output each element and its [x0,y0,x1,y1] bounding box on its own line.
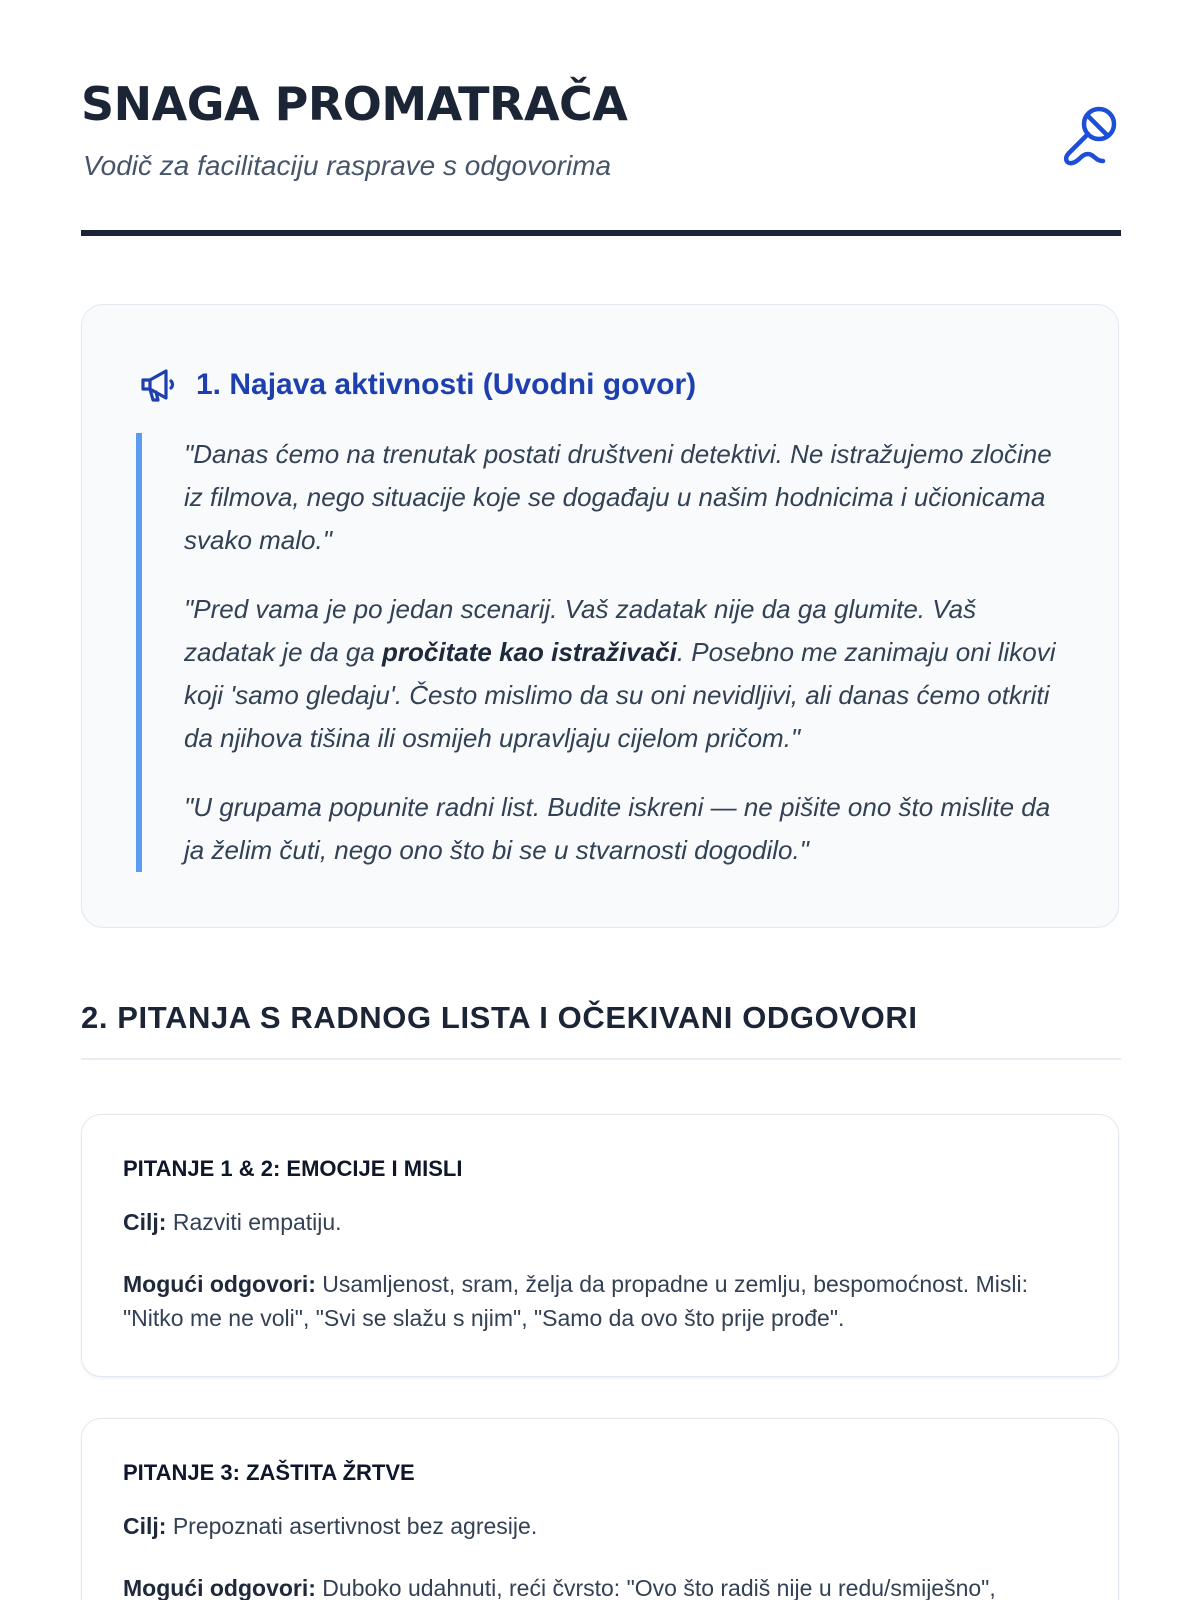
answers-label: Mogući odgovori: [123,1271,316,1297]
question-answers [123,1267,1073,1335]
intro-quote [136,433,1056,872]
question-answers [123,1571,1073,1600]
page-title: SNAGA PROMATRAČA [81,77,628,131]
question-goal [123,1209,342,1236]
goal-label: Cilj: [123,1209,167,1235]
answers-text: Usamljenost, sram, želja da propadne u zemlju, bespomoćnost. Misli: "Nitko me ne voli", "Svi se slažu s njim", "Samo da ovo što prije prođe". [123,1271,1028,1331]
intro-heading [138,365,696,405]
quote-emphasis: pročitate kao istraživači [382,637,677,667]
answers-text: Duboko udahnuti, reći čvrsto: "Ovo što radiš nije u redu/smiješno", [315,1575,996,1600]
question-card [81,1114,1119,1377]
question-title: PITANJE 1 & 2: EMOCIJE I MISLI [123,1156,463,1181]
answers-label: Mogući odgovori: [123,1575,316,1600]
megaphone-icon [138,366,176,404]
intro-title: 1. Najava aktivnosti (Uvodni govor) [196,368,697,401]
quote-text: . Posebno me zanimaju oni likovi koji 'samo gledaju'. Često mislimo da su oni nevidljivi, ali danas ćemo otkriti da njihova tišina ili osmijeh upravljaju cijelom pričom." [184,637,1056,753]
guide-page [81,0,1121,1600]
page-subtitle: Vodič za facilitaciju rasprave s odgovorima [83,150,612,181]
goal-text: Prepoznati asertivnost bez agresije. [166,1513,538,1539]
question-card [81,1418,1119,1600]
question-title: PITANJE 3: ZAŠTITA ŽRTVE [123,1460,415,1485]
section-title: 2. PITANJA S RADNOG LISTA I OČEKIVANI ODGOVORI [81,1000,918,1035]
goal-label: Cilj: [123,1513,167,1539]
page-header [81,0,1121,238]
goal-text: Razviti empatiju. [166,1209,342,1235]
quote-paragraph: "Danas ćemo na trenutak postati društveni detektivi. Ne istražujemo zločine iz filmova, nego situacije koje se događaju u našim hodnicima i učionicama svako malo." [184,439,1052,555]
microphone-icon [1061,104,1119,168]
header-divider [81,230,1121,236]
quote-text: "Pred vama je po jedan scenarij. Vaš zadatak nije da ga glumite. Vaš zadatak je da ga [184,594,977,667]
quote-paragraph: "U grupama popunite radni list. Budite iskreni — ne pišite ono što mislite da ja želim čuti, nego ono što bi se u stvarnosti dogodilo." [184,792,1051,865]
intro-card [81,304,1119,928]
quote-paragraph [184,588,1056,760]
question-goal [123,1513,537,1540]
section-divider [81,1058,1121,1060]
